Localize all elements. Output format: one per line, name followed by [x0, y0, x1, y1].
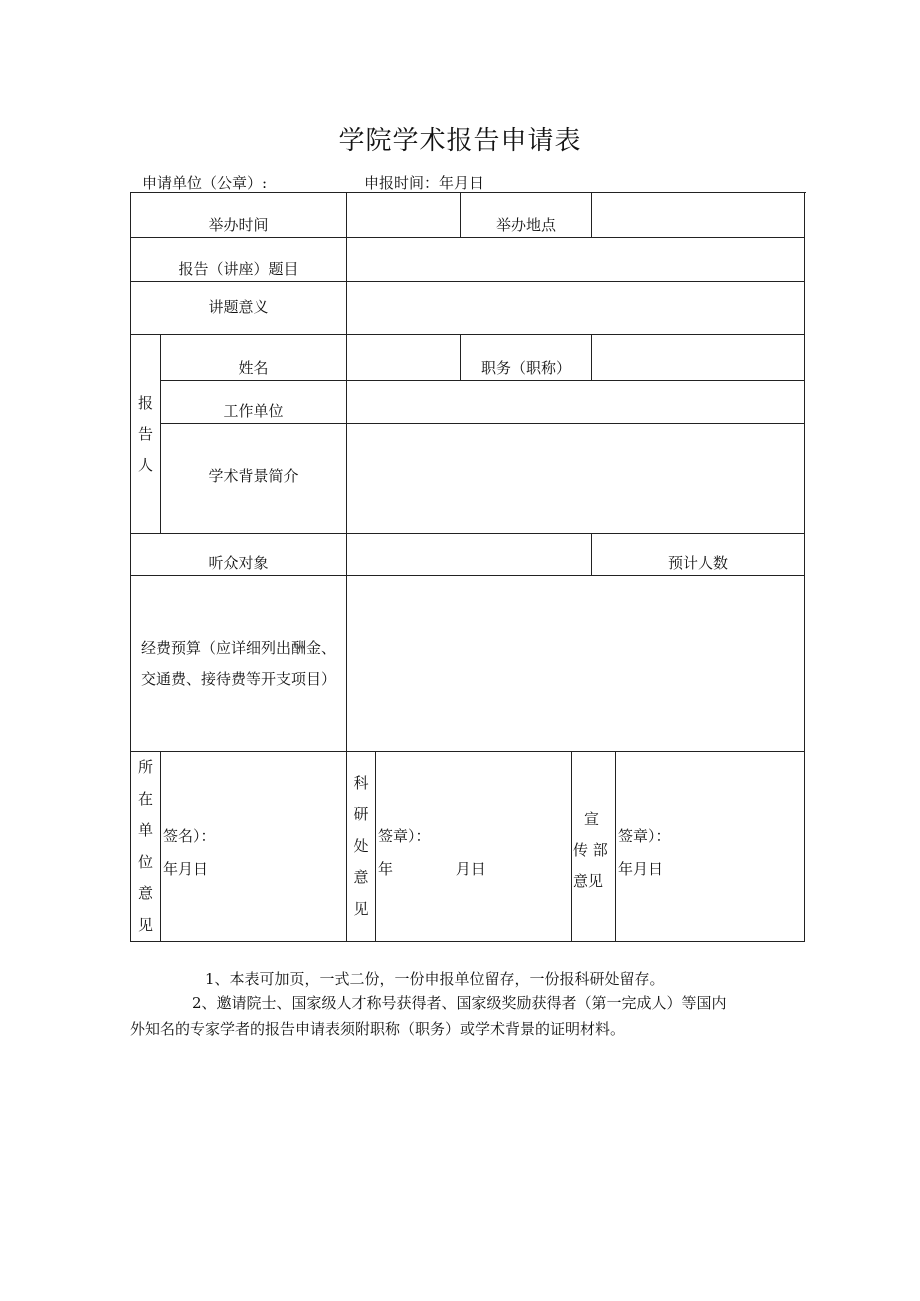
publicity-opinion-field[interactable]: [616, 752, 805, 942]
unit-opinion-char: 意: [137, 884, 153, 902]
topic-label: 报告（讲座）题目: [131, 238, 347, 282]
significance-field[interactable]: [347, 282, 805, 335]
report-time-label: 申报时间：年月日: [364, 174, 485, 192]
audience-field[interactable]: [347, 534, 592, 576]
reporter-char: 报: [137, 393, 153, 412]
expected-count-label: 预计人数: [592, 534, 805, 576]
reporter-char: 告: [137, 424, 153, 443]
unit-opinion-char: 在: [137, 789, 153, 808]
research-opinion-char: 意: [353, 868, 369, 887]
unit-opinion-char: 见: [137, 915, 153, 934]
hold-place-field[interactable]: [592, 193, 805, 238]
publicity-sign-label: 签章）：: [618, 827, 671, 845]
reporter-name-label: 姓名: [161, 335, 347, 381]
research-sign-label: 签章）：: [378, 827, 431, 845]
reporter-char: 人: [137, 455, 153, 474]
research-opinion-label: [347, 752, 376, 942]
budget-field[interactable]: [347, 576, 805, 752]
hold-time-label: 举办时间: [131, 193, 347, 238]
unit-opinion-char: 所: [137, 758, 153, 776]
note-2-line-1: 2、邀请院士、国家级人才称号获得者、国家级奖励获得者（第一完成人）等国内: [192, 994, 727, 1012]
page-title: 学院学术报告申请表: [338, 126, 582, 156]
unit-opinion-field[interactable]: [161, 752, 347, 942]
reporter-name-field[interactable]: [347, 335, 461, 381]
hold-time-field[interactable]: [347, 193, 461, 238]
unit-opinion-char: 单: [137, 821, 153, 839]
unit-opinion-char: 位: [137, 852, 153, 871]
hold-place-label: 举办地点: [461, 193, 592, 238]
note-1: 1、本表可加页，一式二份，一份申报单位留存，一份报科研处留存。: [205, 970, 665, 988]
research-opinion-char: 见: [353, 899, 369, 918]
research-opinion-field[interactable]: [376, 752, 572, 942]
research-opinion-char: 科: [353, 773, 369, 792]
publicity-line3: 意见: [573, 872, 604, 890]
research-opinion-char: 研: [353, 805, 369, 824]
unit-sign-label: 签名）：: [163, 827, 216, 845]
apply-unit-label: 申请单位（公章）:: [142, 174, 268, 192]
publicity-date-label: 年月日: [618, 860, 664, 878]
background-field[interactable]: [347, 424, 805, 534]
publicity-opinion-label: [572, 752, 616, 942]
research-date-row: [378, 853, 571, 886]
reporter-group-label: [131, 335, 161, 534]
reporter-position-field[interactable]: [592, 335, 805, 381]
background-label: 学术背景简介: [161, 424, 347, 534]
research-opinion-char: 处: [353, 836, 369, 855]
workplace-label: 工作单位: [161, 381, 347, 424]
reporter-position-label: 职务（职称）: [461, 335, 592, 381]
topic-field[interactable]: [347, 238, 805, 282]
unit-date-label: 年月日: [163, 860, 209, 878]
audience-label: 听众对象: [131, 534, 347, 576]
publicity-line1: 宣: [584, 810, 600, 828]
workplace-field[interactable]: [347, 381, 805, 424]
budget-label: 经费预算（应详细列出酬金、交通费、接待费等开支项目）: [131, 576, 347, 752]
application-form-table: [130, 192, 806, 942]
research-date-year: 年: [378, 860, 394, 878]
unit-opinion-label: [131, 752, 161, 942]
publicity-line2: 传 部: [573, 841, 608, 859]
research-date-month-day: 月日: [455, 860, 486, 878]
note-2-line-2: 外知名的专家学者的报告申请表须附职称（职务）或学术背景的证明材料。: [130, 1020, 626, 1038]
significance-label: 讲题意义: [131, 282, 347, 335]
